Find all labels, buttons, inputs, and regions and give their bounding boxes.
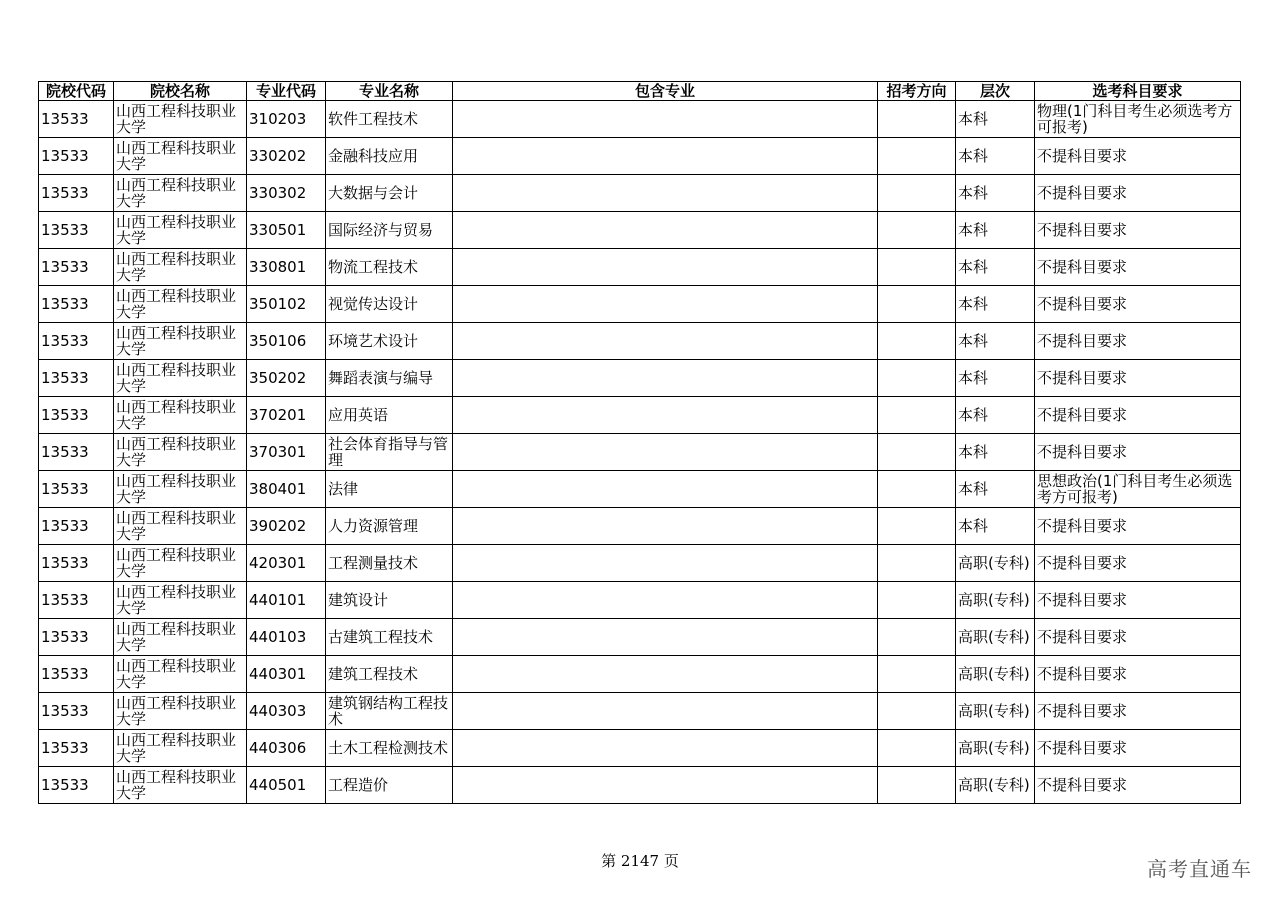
cell-direction xyxy=(878,582,956,619)
cell-included-majors xyxy=(453,101,878,138)
cell-level: 高职(专科) xyxy=(956,545,1035,582)
table-row xyxy=(39,471,1241,508)
cell-major-name: 软件工程技术 xyxy=(326,101,453,138)
cell-included-majors xyxy=(453,360,878,397)
cell-level: 本科 xyxy=(956,212,1035,249)
cell-included-majors xyxy=(453,730,878,767)
cell-major-code: 350202 xyxy=(247,360,326,397)
table-row xyxy=(39,434,1241,471)
cell-school-name: 山西工程科技职业大学 xyxy=(114,434,247,471)
cell-subject-requirements: 不提科目要求 xyxy=(1035,286,1241,323)
header-school-code: 院校代码 xyxy=(39,82,114,101)
cell-subject-requirements: 不提科目要求 xyxy=(1035,323,1241,360)
cell-school-name: 山西工程科技职业大学 xyxy=(114,545,247,582)
cell-included-majors xyxy=(453,582,878,619)
cell-major-code: 350106 xyxy=(247,323,326,360)
table-row xyxy=(39,360,1241,397)
cell-subject-requirements: 不提科目要求 xyxy=(1035,360,1241,397)
cell-major-name: 人力资源管理 xyxy=(326,508,453,545)
cell-subject-requirements: 不提科目要求 xyxy=(1035,397,1241,434)
cell-included-majors xyxy=(453,434,878,471)
table-row xyxy=(39,323,1241,360)
header-direction: 招考方向 xyxy=(878,82,956,101)
cell-direction xyxy=(878,619,956,656)
cell-school-name: 山西工程科技职业大学 xyxy=(114,175,247,212)
cell-direction xyxy=(878,101,956,138)
cell-included-majors xyxy=(453,175,878,212)
cell-school-name: 山西工程科技职业大学 xyxy=(114,286,247,323)
cell-major-code: 440301 xyxy=(247,656,326,693)
cell-school-name: 山西工程科技职业大学 xyxy=(114,508,247,545)
header-row xyxy=(39,82,1241,101)
cell-level: 高职(专科) xyxy=(956,767,1035,804)
cell-major-code: 420301 xyxy=(247,545,326,582)
cell-major-name: 应用英语 xyxy=(326,397,453,434)
cell-school-name: 山西工程科技职业大学 xyxy=(114,619,247,656)
cell-major-name: 物流工程技术 xyxy=(326,249,453,286)
admissions-table xyxy=(38,81,1241,804)
table-row xyxy=(39,545,1241,582)
cell-major-name: 社会体育指导与管理 xyxy=(326,434,453,471)
cell-level: 本科 xyxy=(956,138,1035,175)
cell-school-code: 13533 xyxy=(39,656,114,693)
cell-school-name: 山西工程科技职业大学 xyxy=(114,101,247,138)
cell-direction xyxy=(878,138,956,175)
cell-school-code: 13533 xyxy=(39,101,114,138)
cell-level: 本科 xyxy=(956,101,1035,138)
cell-subject-requirements: 不提科目要求 xyxy=(1035,249,1241,286)
cell-major-name: 工程造价 xyxy=(326,767,453,804)
table-row xyxy=(39,730,1241,767)
cell-included-majors xyxy=(453,693,878,730)
cell-direction xyxy=(878,730,956,767)
header-major-code: 专业代码 xyxy=(247,82,326,101)
cell-school-code: 13533 xyxy=(39,249,114,286)
table-row xyxy=(39,138,1241,175)
cell-school-name: 山西工程科技职业大学 xyxy=(114,323,247,360)
cell-level: 高职(专科) xyxy=(956,693,1035,730)
cell-major-code: 310203 xyxy=(247,101,326,138)
cell-school-code: 13533 xyxy=(39,212,114,249)
cell-major-code: 440303 xyxy=(247,693,326,730)
cell-major-code: 440306 xyxy=(247,730,326,767)
cell-included-majors xyxy=(453,323,878,360)
cell-major-code: 350102 xyxy=(247,286,326,323)
cell-subject-requirements: 不提科目要求 xyxy=(1035,730,1241,767)
table-row xyxy=(39,397,1241,434)
cell-major-name: 国际经济与贸易 xyxy=(326,212,453,249)
cell-level: 本科 xyxy=(956,360,1035,397)
cell-included-majors xyxy=(453,212,878,249)
cell-included-majors xyxy=(453,138,878,175)
cell-subject-requirements: 不提科目要求 xyxy=(1035,656,1241,693)
cell-major-name: 大数据与会计 xyxy=(326,175,453,212)
cell-direction xyxy=(878,323,956,360)
cell-level: 本科 xyxy=(956,249,1035,286)
header-subject-requirements: 选考科目要求 xyxy=(1035,82,1241,101)
cell-level: 本科 xyxy=(956,397,1035,434)
cell-direction xyxy=(878,545,956,582)
page-number: 第 2147 页 xyxy=(601,852,679,870)
cell-included-majors xyxy=(453,397,878,434)
cell-level: 高职(专科) xyxy=(956,656,1035,693)
cell-major-name: 环境艺术设计 xyxy=(326,323,453,360)
cell-level: 本科 xyxy=(956,175,1035,212)
cell-major-code: 330501 xyxy=(247,212,326,249)
cell-subject-requirements: 不提科目要求 xyxy=(1035,619,1241,656)
header-level: 层次 xyxy=(956,82,1035,101)
table-row xyxy=(39,175,1241,212)
cell-direction xyxy=(878,175,956,212)
cell-direction xyxy=(878,693,956,730)
cell-subject-requirements: 不提科目要求 xyxy=(1035,508,1241,545)
cell-school-code: 13533 xyxy=(39,434,114,471)
cell-direction xyxy=(878,360,956,397)
cell-school-code: 13533 xyxy=(39,360,114,397)
cell-school-code: 13533 xyxy=(39,619,114,656)
cell-level: 高职(专科) xyxy=(956,730,1035,767)
cell-major-code: 440501 xyxy=(247,767,326,804)
cell-direction xyxy=(878,286,956,323)
cell-major-code: 370301 xyxy=(247,434,326,471)
table-body xyxy=(39,101,1241,804)
cell-level: 高职(专科) xyxy=(956,619,1035,656)
cell-included-majors xyxy=(453,471,878,508)
cell-subject-requirements: 不提科目要求 xyxy=(1035,545,1241,582)
cell-school-name: 山西工程科技职业大学 xyxy=(114,212,247,249)
header-major-name: 专业名称 xyxy=(326,82,453,101)
cell-major-code: 440103 xyxy=(247,619,326,656)
cell-subject-requirements: 不提科目要求 xyxy=(1035,767,1241,804)
cell-direction xyxy=(878,656,956,693)
table-row xyxy=(39,101,1241,138)
cell-subject-requirements: 物理(1门科目考生必须选考方可报考) xyxy=(1035,101,1241,138)
cell-major-name: 舞蹈表演与编导 xyxy=(326,360,453,397)
cell-major-code: 330801 xyxy=(247,249,326,286)
cell-major-name: 土木工程检测技术 xyxy=(326,730,453,767)
cell-direction xyxy=(878,767,956,804)
cell-school-name: 山西工程科技职业大学 xyxy=(114,730,247,767)
cell-school-code: 13533 xyxy=(39,767,114,804)
cell-subject-requirements: 不提科目要求 xyxy=(1035,582,1241,619)
cell-subject-requirements: 不提科目要求 xyxy=(1035,212,1241,249)
cell-included-majors xyxy=(453,286,878,323)
cell-school-name: 山西工程科技职业大学 xyxy=(114,360,247,397)
cell-school-code: 13533 xyxy=(39,286,114,323)
cell-major-code: 380401 xyxy=(247,471,326,508)
cell-school-code: 13533 xyxy=(39,582,114,619)
cell-school-name: 山西工程科技职业大学 xyxy=(114,397,247,434)
cell-level: 本科 xyxy=(956,286,1035,323)
cell-school-name: 山西工程科技职业大学 xyxy=(114,582,247,619)
header-school-name: 院校名称 xyxy=(114,82,247,101)
table-row xyxy=(39,767,1241,804)
table-row xyxy=(39,619,1241,656)
cell-direction xyxy=(878,212,956,249)
cell-level: 本科 xyxy=(956,508,1035,545)
cell-school-name: 山西工程科技职业大学 xyxy=(114,471,247,508)
cell-direction xyxy=(878,471,956,508)
cell-level: 本科 xyxy=(956,323,1035,360)
cell-included-majors xyxy=(453,249,878,286)
cell-school-code: 13533 xyxy=(39,730,114,767)
cell-level: 本科 xyxy=(956,471,1035,508)
cell-school-code: 13533 xyxy=(39,397,114,434)
table-row xyxy=(39,656,1241,693)
cell-school-code: 13533 xyxy=(39,175,114,212)
cell-major-name: 金融科技应用 xyxy=(326,138,453,175)
cell-included-majors xyxy=(453,508,878,545)
cell-school-name: 山西工程科技职业大学 xyxy=(114,656,247,693)
table-row xyxy=(39,582,1241,619)
cell-included-majors xyxy=(453,545,878,582)
cell-subject-requirements: 不提科目要求 xyxy=(1035,434,1241,471)
cell-school-name: 山西工程科技职业大学 xyxy=(114,138,247,175)
cell-school-code: 13533 xyxy=(39,508,114,545)
cell-school-code: 13533 xyxy=(39,138,114,175)
cell-major-name: 建筑工程技术 xyxy=(326,656,453,693)
cell-included-majors xyxy=(453,656,878,693)
cell-subject-requirements: 不提科目要求 xyxy=(1035,175,1241,212)
table-row xyxy=(39,212,1241,249)
cell-major-name: 法律 xyxy=(326,471,453,508)
table-row xyxy=(39,286,1241,323)
cell-school-code: 13533 xyxy=(39,323,114,360)
cell-level: 本科 xyxy=(956,434,1035,471)
cell-subject-requirements: 不提科目要求 xyxy=(1035,138,1241,175)
cell-school-name: 山西工程科技职业大学 xyxy=(114,767,247,804)
cell-major-code: 330302 xyxy=(247,175,326,212)
cell-school-code: 13533 xyxy=(39,545,114,582)
cell-school-code: 13533 xyxy=(39,693,114,730)
cell-included-majors xyxy=(453,767,878,804)
watermark-logo: 高考直通车 xyxy=(1147,857,1252,881)
cell-major-code: 390202 xyxy=(247,508,326,545)
cell-included-majors xyxy=(453,619,878,656)
cell-direction xyxy=(878,249,956,286)
cell-major-name: 古建筑工程技术 xyxy=(326,619,453,656)
cell-major-code: 370201 xyxy=(247,397,326,434)
cell-direction xyxy=(878,508,956,545)
cell-major-name: 视觉传达设计 xyxy=(326,286,453,323)
cell-direction xyxy=(878,434,956,471)
table-row xyxy=(39,249,1241,286)
cell-subject-requirements: 思想政治(1门科目考生必须选考方可报考) xyxy=(1035,471,1241,508)
table-row xyxy=(39,508,1241,545)
table-row xyxy=(39,693,1241,730)
cell-level: 高职(专科) xyxy=(956,582,1035,619)
cell-school-code: 13533 xyxy=(39,471,114,508)
cell-major-name: 建筑设计 xyxy=(326,582,453,619)
cell-school-name: 山西工程科技职业大学 xyxy=(114,693,247,730)
cell-major-name: 建筑钢结构工程技术 xyxy=(326,693,453,730)
cell-major-code: 330202 xyxy=(247,138,326,175)
cell-major-code: 440101 xyxy=(247,582,326,619)
cell-direction xyxy=(878,397,956,434)
cell-subject-requirements: 不提科目要求 xyxy=(1035,693,1241,730)
header-included-majors: 包含专业 xyxy=(453,82,878,101)
cell-school-name: 山西工程科技职业大学 xyxy=(114,249,247,286)
cell-major-name: 工程测量技术 xyxy=(326,545,453,582)
